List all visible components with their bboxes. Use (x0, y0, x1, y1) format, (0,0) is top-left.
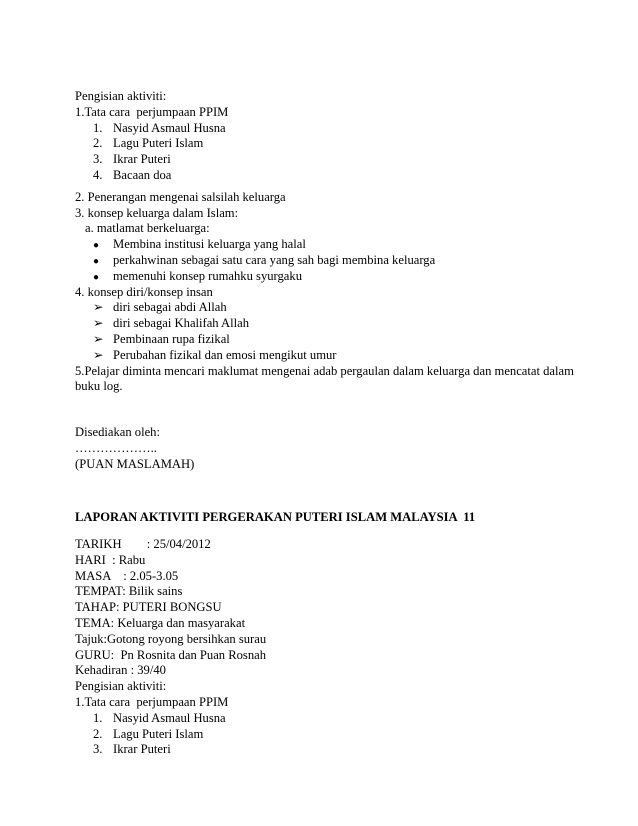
activity-section (75, 89, 575, 395)
arrow-bullet-icon: ➢ (93, 300, 104, 315)
tata-item (75, 152, 575, 168)
field-theme: TEMA: Keluarga dan masyarakat (75, 615, 246, 630)
field-date: TARIKH : 25/04/2012 (75, 537, 211, 551)
report-details (75, 537, 575, 758)
field-teacher: GURU: Pn Rosnita dan Puan Rosnah (75, 647, 267, 662)
arrow-item: ➢ diri sebagai Khalifah Allah (93, 316, 250, 331)
item-text: Lagu Puteri Islam (113, 136, 204, 151)
field-topic: Tajuk:Gotong royong bersihkan surau (75, 631, 267, 646)
tata-item (75, 121, 575, 137)
point-3: 3. konsep keluarga dalam Islam: (75, 205, 239, 220)
bullet-dot-icon: ● (93, 255, 100, 267)
tata-item (75, 711, 575, 727)
report-title: LAPORAN AKTIVITI PERGERAKAN PUTERI ISLAM MALAYSIA 11 (75, 510, 476, 524)
signature-block (75, 425, 575, 472)
bullet-dot-icon: ● (93, 271, 100, 283)
item-number: 3. (93, 742, 103, 757)
tata-item (75, 742, 575, 758)
item-number: 2. (93, 136, 103, 151)
arrow-item: ➢ Perubahan fizikal dan emosi mengikut umur (93, 347, 337, 362)
item-text: Nasyid Asmaul Husna (113, 710, 226, 725)
field-attendance: Kehadiran : 39/40 (75, 663, 166, 678)
bullet-dot-icon: ● (93, 240, 100, 252)
report-activity-heading: Pengisian aktiviti: (75, 679, 167, 694)
item-text: Ikrar Puteri (113, 152, 171, 167)
item-text: Bacaan doa (113, 167, 172, 182)
point-3a: a. matlamat berkeluarga: (85, 221, 210, 236)
report-tata-cara-line: 1.Tata cara perjumpaan PPIM (75, 694, 229, 709)
field-place: TEMPAT: Bilik sains (75, 584, 183, 599)
report-section (75, 510, 575, 526)
bullet-item: ● Membina institusi keluarga yang halal (75, 237, 575, 253)
tata-item (75, 136, 575, 152)
arrow-item: ➢ Pembinaan rupa fizikal (93, 331, 230, 346)
item-number: 4. (93, 167, 103, 182)
bullet-item: ● perkahwinan sebagai satu cara yang sah bagi membina keluarga (75, 253, 575, 269)
arrow-bullet-icon: ➢ (93, 316, 104, 331)
item-text: Ikrar Puteri (113, 742, 171, 757)
tata-cara-line: 1.Tata cara perjumpaan PPIM (75, 104, 229, 119)
item-number: 3. (93, 152, 103, 167)
item-number: 2. (93, 726, 103, 741)
activity-heading: Pengisian aktiviti: (75, 89, 167, 103)
tata-item (75, 168, 575, 184)
item-text: Nasyid Asmaul Husna (113, 120, 226, 135)
item-number: 1. (93, 710, 103, 725)
arrow-bullet-icon: ➢ (93, 331, 104, 346)
signatory-name: (PUAN MASLAMAH) (75, 456, 195, 471)
point-4: 4. konsep diri/konsep insan (75, 284, 213, 299)
item-number: 1. (93, 120, 103, 135)
tata-item (75, 727, 575, 743)
prepared-by-label: Disediakan oleh: (75, 425, 160, 439)
signature-dots: ……………….. (75, 440, 157, 455)
field-level: TAHAP: PUTERI BONGSU (75, 600, 222, 615)
field-day: HARI : Rabu (75, 552, 146, 567)
item-text: Lagu Puteri Islam (113, 726, 204, 741)
point-5: 5.Pelajar diminta mencari maklumat mengenai adab pergaulan dalam keluarga dan mencatat dalam buku log. (75, 363, 574, 394)
point-2: 2. Penerangan mengenai salsilah keluarga (75, 189, 286, 204)
field-time: MASA : 2.05-3.05 (75, 568, 179, 583)
arrow-item: ➢ diri sebagai abdi Allah (93, 300, 227, 315)
arrow-bullet-icon: ➢ (93, 347, 104, 362)
bullet-item: ● memenuhi konsep rumahku syurgaku (75, 269, 575, 285)
